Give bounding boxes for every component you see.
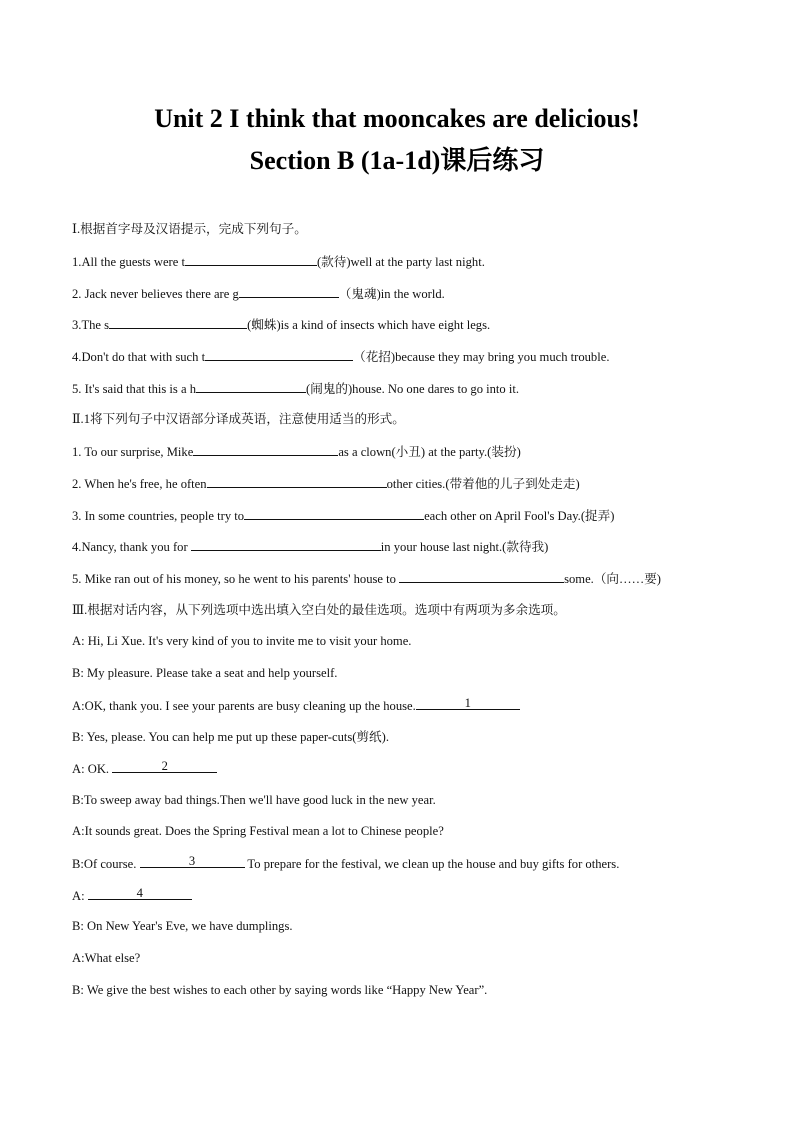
question-text: some.（向……要)	[564, 572, 661, 586]
dialogue-line-3	[72, 697, 520, 714]
question-text: 4.Nancy, thank you for	[72, 540, 191, 554]
blank-number: 3	[188, 854, 196, 868]
section2-question-4	[72, 538, 548, 555]
question-text: （鬼魂)in the world.	[338, 287, 445, 301]
section2-question-2	[72, 475, 580, 492]
dialogue-line-10: B: On New Year's Eve, we have dumplings.	[72, 919, 293, 933]
blank-number: 1	[464, 696, 471, 710]
answer-blank[interactable]	[239, 285, 339, 298]
question-text: 2. When he's free, he often	[72, 477, 207, 491]
section1-question-5	[72, 380, 519, 397]
dialogue-line-1: A: Hi, Li Xue. It's very kind of you to invite me to visit your home.	[72, 634, 412, 648]
question-text: other cities.(带着他的儿子到处走走)	[386, 477, 580, 491]
question-text: （花招)because they may bring you much trouble.	[353, 350, 610, 364]
dialogue-line-7: A:It sounds great. Does the Spring Festival mean a lot to Chinese people?	[72, 824, 444, 838]
answer-blank[interactable]	[191, 538, 381, 551]
answer-blank[interactable]	[399, 570, 564, 583]
question-text: 3. In some countries, people try to	[72, 509, 245, 523]
question-text: 1. To our surprise, Mike	[72, 445, 194, 459]
answer-blank[interactable]	[109, 316, 247, 329]
page-subtitle: Section B (1a-1d)课后练习	[249, 146, 545, 175]
dialogue-line-6: B:To sweep away bad things.Then we'll have good luck in the new year.	[72, 793, 436, 807]
question-text: each other on April Fool's Day.(捉弄)	[424, 509, 615, 523]
dialogue-line-11: A:What else?	[72, 951, 141, 965]
section1-heading: Ⅰ.根据首字母及汉语提示，完成下列句子。	[72, 222, 307, 236]
question-text: (闹鬼的)house. No one dares to go into it.	[306, 382, 520, 396]
question-text: in your house last night.(款待我)	[380, 540, 549, 554]
question-text: 4.Don't do that with such t	[72, 350, 206, 364]
section1-question-3	[72, 316, 490, 333]
dialogue-line-9	[72, 887, 192, 904]
dialogue-line-8	[72, 855, 619, 872]
question-text: as a clown(小丑) at the party.(装扮)	[338, 445, 521, 459]
section1-question-2	[72, 285, 445, 302]
blank-number: 4	[136, 886, 143, 900]
dialogue-line-12: B: We give the best wishes to each other by saying words like “Happy New Year”.	[72, 983, 488, 997]
section1-question-4	[72, 348, 609, 365]
dialogue-text: A:	[72, 889, 88, 903]
section1-question-1	[72, 253, 485, 270]
answer-blank[interactable]	[185, 253, 317, 266]
answer-blank[interactable]	[205, 348, 353, 361]
section3-heading: Ⅲ.根据对话内容，从下列选项中选出填入空白处的最佳选项。选项中有两项为多余选项。	[72, 603, 566, 617]
answer-blank-3[interactable]	[140, 855, 245, 868]
answer-blank-2[interactable]	[112, 760, 217, 773]
dialogue-line-2: B: My pleasure. Please take a seat and help yourself.	[72, 666, 338, 680]
section2-question-3	[72, 507, 614, 524]
dialogue-line-5	[72, 760, 217, 777]
question-text: (款待)well at the party last night.	[316, 255, 485, 269]
question-text: 2. Jack never believes there are g	[72, 287, 239, 301]
page-title: Unit 2 I think that mooncakes are delicious!	[154, 104, 640, 133]
answer-blank[interactable]	[196, 380, 306, 393]
dialogue-text: B:Of course.	[72, 857, 140, 871]
answer-blank[interactable]	[207, 475, 387, 488]
question-text: 1.All the guests were t	[72, 255, 185, 269]
dialogue-text: A:OK, thank you. I see your parents are busy cleaning up the house.	[72, 699, 416, 713]
blank-number: 2	[161, 759, 168, 773]
question-text: (蜘蛛)is a kind of insects which have eight legs.	[247, 318, 491, 332]
section2-heading: Ⅱ.1将下列句子中汉语部分译成英语，注意使用适当的形式。	[72, 412, 405, 426]
answer-blank-1[interactable]	[416, 697, 520, 710]
question-text: 3.The s	[72, 318, 110, 332]
section2-question-5	[72, 570, 661, 587]
question-text: 5. Mike ran out of his money, so he went to his parents' house to	[72, 572, 400, 586]
dialogue-text: A: OK.	[72, 762, 113, 776]
dialogue-line-4: B: Yes, please. You can help me put up these paper-cuts(剪纸).	[72, 730, 389, 744]
dialogue-text: To prepare for the festival, we clean up the house and buy gifts for others.	[244, 857, 620, 871]
section2-question-1	[72, 443, 521, 460]
answer-blank[interactable]	[244, 507, 424, 520]
question-text: 5. It's said that this is a h	[72, 382, 197, 396]
answer-blank[interactable]	[193, 443, 338, 456]
answer-blank-4[interactable]	[88, 887, 192, 900]
